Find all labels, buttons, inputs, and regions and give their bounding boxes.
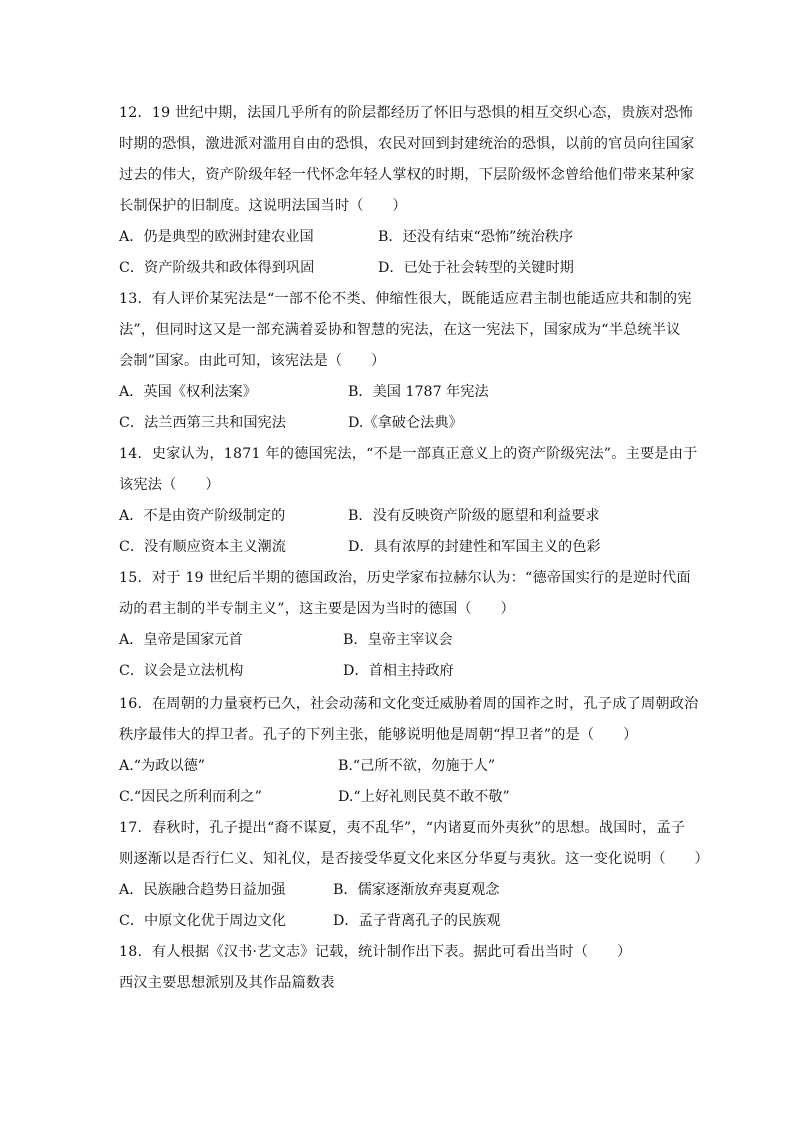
q16-option-b: B.“己所不欲，勿施于人” bbox=[338, 758, 496, 774]
q17-option-b: B．儒家逐渐放弃夷夏观念 bbox=[333, 882, 500, 898]
q16-option-a: A.“为政以德” bbox=[119, 758, 206, 774]
q12-stem-line-3: 过去的伟大，资产阶级年轻一代怀念年轻人掌权的时期，下层阶级怀念曾给他们带来某种家 bbox=[119, 167, 695, 183]
q13-stem-line-1: 13．有人评价某宪法是“一部不伦不类、伸缩性很大，既能适应君主制也能适应共和制的宪 bbox=[119, 291, 692, 307]
q16-stem-line-2: 秩序最伟大的捍卫者。孔子的下列主张，能够说明他是周朝“捍卫者”的是（ ） bbox=[119, 727, 638, 743]
q14-option-d: D．具有浓厚的封建性和军国主义的色彩 bbox=[348, 539, 601, 555]
q13-option-d: D.《拿破仑法典》 bbox=[348, 415, 463, 431]
q16-stem-line-1: 16．在周朝的力量衰朽已久，社会动荡和文化变迁威胁着周的国祚之时，孔子成了周朝政治 bbox=[119, 696, 699, 712]
q14-stem-line-2: 该宪法（ ） bbox=[119, 477, 220, 493]
q12-option-d: D．已处于社会转型的关键时期 bbox=[378, 260, 574, 276]
q13-option-c: C．法兰西第三共和国宪法 bbox=[119, 415, 286, 431]
q14-option-b: B．没有反映资产阶级的愿望和利益要求 bbox=[348, 508, 600, 524]
q15-option-a: A．皇帝是国家元首 bbox=[119, 632, 243, 648]
q13-option-a: A．英国《权利法案》 bbox=[119, 384, 257, 400]
q12-option-c: C．资产阶级共和政体得到巩固 bbox=[119, 260, 315, 276]
q15-option-c: C．议会是立法机构 bbox=[119, 663, 244, 679]
q17-stem-line-2: 则逐渐以是否行仁义、知礼仪，是否接受华夏文化来区分华夏与夷狄。这一变化说明（ ） bbox=[119, 851, 709, 867]
q13-option-b: B．美国 1787 年宪法 bbox=[348, 384, 489, 400]
q15-option-b: B．皇帝主宰议会 bbox=[343, 632, 453, 648]
q12-stem-line-2: 时期的恐惧，激进派对滥用自由的恐惧，农民对回到封建统治的恐惧，以前的官员向往国家 bbox=[119, 136, 695, 152]
q13-stem-line-2: 法”，但同时这又是一部充满着妥协和智慧的宪法，在这一宪法下，国家成为“半总统半议 bbox=[119, 322, 681, 338]
q15-option-d: D．首相主持政府 bbox=[343, 663, 454, 679]
q13-stem-line-3: 会制”国家。由此可知，该宪法是（ ） bbox=[119, 353, 386, 369]
q17-stem-line-1: 17．春秋时，孔子提出“裔不谋夏，夷不乱华”，“内诸夏而外夷狄”的思想。战国时，孟子 bbox=[119, 820, 686, 836]
q18-stem-line-1: 18．有人根据《汉书·艺文志》记载，统计制作出下表。据此可看出当时（ ） bbox=[119, 944, 632, 960]
q17-option-d: D．孟子背离孔子的民族观 bbox=[333, 913, 501, 929]
q16-option-c: C.“因民之所利而利之” bbox=[119, 789, 262, 805]
q12-option-b: B．还没有结束“恐怖”统治秩序 bbox=[378, 229, 574, 245]
q12-option-a: A．仍是典型的欧洲封建农业国 bbox=[119, 229, 314, 245]
q12-stem-line-1: 12．19 世纪中期，法国几乎所有的阶层都经历了怀旧与恐惧的相互交织心态，贵族对恐怖 bbox=[119, 105, 693, 121]
q15-stem-line-1: 15．对于 19 世纪后半期的德国政治，历史学家布拉赫尔认为：“德帝国实行的是逆时代面 bbox=[119, 570, 691, 586]
q15-stem-line-2: 动的君主制的半专制主义”，这主要是因为当时的德国（ ） bbox=[119, 601, 515, 617]
q16-option-d: D.“上好礼则民莫不敢不敬” bbox=[338, 789, 510, 805]
q12-stem-line-4: 长制保护的旧制度。这说明法国当时（ ） bbox=[119, 198, 407, 214]
q14-option-a: A．不是由资产阶级制定的 bbox=[119, 508, 286, 524]
q17-option-c: C．中原文化优于周边文化 bbox=[119, 913, 286, 929]
q17-option-a: A．民族融合趋势日益加强 bbox=[119, 882, 286, 898]
q18-table-caption: 西汉主要思想派别及其作品篇数表 bbox=[119, 975, 335, 991]
q14-option-c: C．没有顺应资本主义潮流 bbox=[119, 539, 286, 555]
q14-stem-line-1: 14．史家认为，1871 年的德国宪法，“不是一部真正意义上的资产阶级宪法”。主要是由于 bbox=[119, 446, 698, 462]
